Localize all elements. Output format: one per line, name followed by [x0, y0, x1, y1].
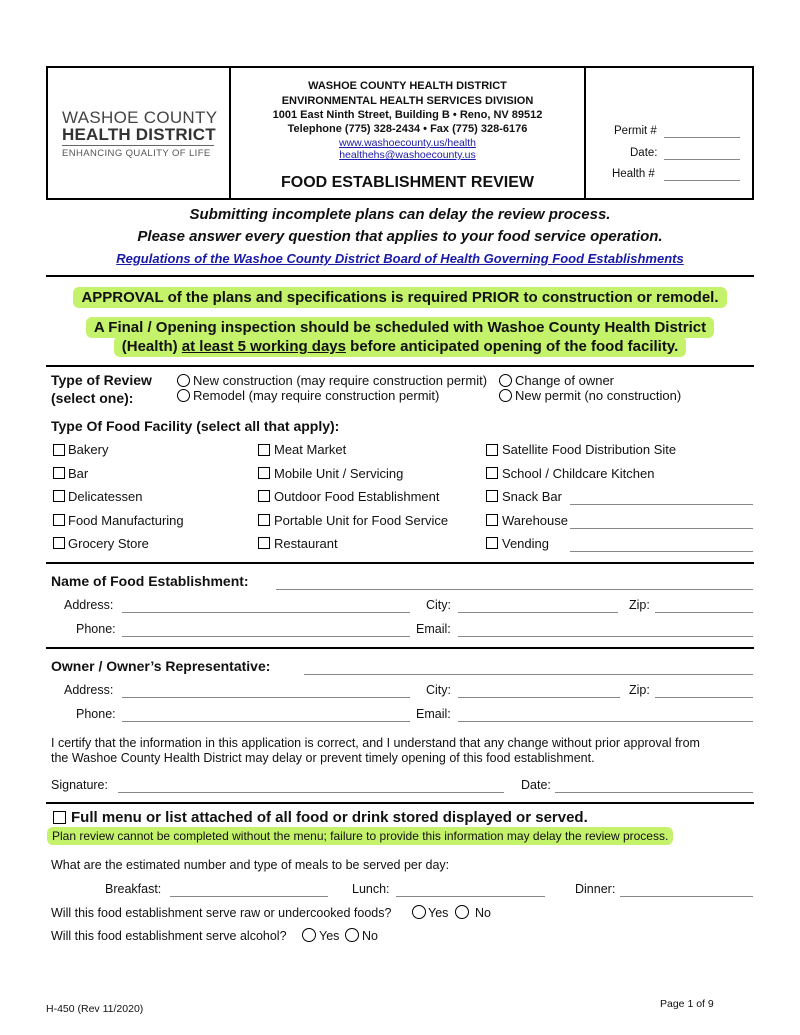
facility-label: Vending — [502, 536, 549, 551]
radio-alcohol-no[interactable] — [345, 928, 359, 942]
radio-new-permit[interactable] — [499, 389, 512, 402]
dinner-label: Dinner: — [575, 882, 616, 896]
city-label: City: — [426, 598, 451, 612]
header-box — [46, 66, 754, 200]
certification-text — [51, 736, 756, 766]
breakfast-label: Breakfast: — [105, 882, 162, 896]
menu-note-wrap — [47, 829, 673, 843]
final-notice-line1: A Final / Opening inspection should be scheduled with Washoe County Health District — [86, 317, 714, 338]
logo-line1: WASHOE COUNTY — [62, 108, 218, 127]
establishment-zip-field[interactable] — [655, 612, 753, 613]
divider — [46, 802, 754, 804]
zip-label: Zip: — [629, 683, 650, 697]
permit-field[interactable] — [664, 137, 740, 138]
breakfast-field[interactable] — [170, 896, 328, 897]
owner-address-field[interactable] — [122, 697, 410, 698]
org-phone: Telephone (775) 328-2434 • Fax (775) 328-6176 — [287, 123, 528, 135]
logo-tagline: ENHANCING QUALITY OF LIFE — [62, 145, 214, 159]
review-type-label1: Type of Review — [51, 372, 152, 388]
new-permit-label: New permit (no construction) — [515, 388, 682, 403]
org-address: 1001 East Ninth Street, Building B • Reno, NV 89512 — [272, 109, 543, 121]
radio-remodel[interactable] — [177, 389, 190, 402]
phone-label: Phone: — [76, 622, 116, 636]
final-notice-line2 — [114, 336, 686, 357]
certify-line2: the Washoe County Health District may delay or prevent timely opening of this food establishment. — [51, 751, 595, 765]
address-label: Address: — [64, 598, 114, 612]
warehouse-other-field[interactable] — [570, 528, 753, 529]
owner-name-field[interactable] — [304, 674, 753, 675]
final-notice-underline: at least 5 working days — [181, 338, 346, 355]
raw-yes-label: Yes — [428, 906, 449, 920]
org-line2: ENVIRONMENTAL HEALTH SERVICES DIVISION — [281, 95, 534, 107]
final-notice-pre: (Health) — [121, 338, 182, 355]
logo-line2: HEALTH DISTRICT — [62, 125, 216, 144]
final-inspection-notice — [0, 318, 800, 356]
owner-heading: Owner / Owner’s Representative: — [51, 658, 271, 674]
address-label: Address: — [64, 683, 114, 697]
facility-label: Delicatessen — [68, 489, 143, 504]
alcohol-no-label: No — [362, 929, 378, 943]
radio-new-construction[interactable] — [177, 374, 190, 387]
email-label: Email: — [416, 707, 451, 721]
facility-heading: Type Of Food Facility (select all that apply): — [51, 418, 340, 434]
email-label: Email: — [416, 622, 451, 636]
logo-cell — [48, 68, 231, 198]
final-notice-post: before anticipated opening of the food facility. — [346, 338, 679, 355]
facility-label: Bar — [68, 466, 89, 481]
facility-label: Snack Bar — [502, 489, 562, 504]
establishment-email-field[interactable] — [458, 636, 753, 637]
approval-notice: APPROVAL of the plans and specifications is required PRIOR to construction or remodel. — [73, 287, 726, 308]
signature-label: Signature: — [51, 778, 108, 792]
checkbox-snack-bar[interactable] — [486, 490, 498, 502]
checkbox-portable-unit[interactable] — [258, 514, 270, 526]
raw-no-label: No — [475, 906, 491, 920]
divider — [46, 647, 754, 649]
checkbox-delicatessen[interactable] — [53, 490, 65, 502]
city-label: City: — [426, 683, 451, 697]
email-link[interactable]: healthehs@washoecounty.us — [339, 149, 476, 161]
owner-zip-field[interactable] — [655, 697, 753, 698]
facility-label: Restaurant — [274, 536, 338, 551]
vending-other-field[interactable] — [570, 551, 753, 552]
checkbox-school-kitchen[interactable] — [486, 467, 498, 479]
lunch-label: Lunch: — [352, 882, 390, 896]
regulations-link[interactable]: Regulations of the Washoe County District Board of Health Governing Food Establishments — [116, 251, 684, 266]
health-label: Health # — [612, 168, 655, 180]
org-info-cell — [231, 68, 586, 198]
review-type-label2: (select one): — [51, 390, 134, 406]
checkbox-food-manufacturing[interactable] — [53, 514, 65, 526]
form-title: FOOD ESTABLISHMENT REVIEW — [280, 174, 535, 191]
website-link[interactable]: www.washoecounty.us/health — [339, 137, 476, 149]
radio-alcohol-yes[interactable] — [302, 928, 316, 942]
checkbox-mobile-unit[interactable] — [258, 467, 270, 479]
facility-label: Warehouse — [502, 513, 568, 528]
checkbox-outdoor-food[interactable] — [258, 490, 270, 502]
notice-line2: Please answer every question that applies to your food service operation. — [137, 228, 663, 245]
checkbox-warehouse[interactable] — [486, 514, 498, 526]
facility-label: Satellite Food Distribution Site — [502, 442, 677, 457]
facility-label: Grocery Store — [68, 536, 149, 551]
signature-field[interactable] — [118, 792, 504, 793]
establishment-heading: Name of Food Establishment: — [51, 573, 249, 589]
owner-city-field[interactable] — [458, 697, 620, 698]
notice-line1: Submitting incomplete plans can delay the review process. — [189, 206, 611, 223]
divider — [46, 275, 754, 277]
facility-label: Bakery — [68, 442, 109, 457]
owner-email-field[interactable] — [458, 721, 753, 722]
alcohol-question: Will this food establishment serve alcohol? — [51, 929, 287, 943]
form-number: H-450 (Rev 11/2020) — [46, 1003, 144, 1015]
snack-bar-other-field[interactable] — [570, 504, 753, 505]
facility-label: Mobile Unit / Servicing — [274, 466, 404, 481]
org-line1: WASHOE COUNTY HEALTH DISTRICT — [308, 80, 507, 92]
checkbox-bakery[interactable] — [53, 444, 65, 456]
facility-label: School / Childcare Kitchen — [502, 466, 655, 481]
zip-label: Zip: — [629, 598, 650, 612]
checkbox-grocery-store[interactable] — [53, 537, 65, 549]
date-label: Date: — [630, 147, 658, 159]
permit-label: Permit # — [614, 125, 657, 137]
divider — [46, 365, 754, 367]
establishment-city-field[interactable] — [458, 612, 618, 613]
menu-heading: Full menu or list attached of all food or drink stored displayed or served. — [71, 809, 588, 826]
change-owner-label: Change of owner — [515, 373, 615, 388]
owner-phone-field[interactable] — [122, 721, 410, 722]
checkbox-bar[interactable] — [53, 467, 65, 479]
radio-change-of-owner[interactable] — [499, 374, 512, 387]
menu-note: Plan review cannot be completed without the menu; failure to provide this information may delay the review process. — [47, 827, 673, 845]
date-field[interactable] — [664, 159, 740, 160]
lunch-field[interactable] — [396, 896, 545, 897]
new-construction-label: New construction (may require construction permit) — [193, 373, 488, 388]
checkbox-vending[interactable] — [486, 537, 498, 549]
facility-label: Food Manufacturing — [68, 513, 184, 528]
checkbox-meat-market[interactable] — [258, 444, 270, 456]
health-field[interactable] — [664, 180, 740, 181]
meals-question: What are the estimated number and type of meals to be served per day: — [51, 858, 450, 872]
establishment-name-field[interactable] — [276, 589, 753, 590]
page-number: Page 1 of 9 — [660, 998, 714, 1010]
raw-food-question: Will this food establishment serve raw or undercooked foods? — [51, 906, 392, 920]
certify-line1: I certify that the information in this application is correct, and I understand that any change without prior approval from — [51, 736, 700, 750]
checkbox-menu-attached[interactable] — [53, 811, 66, 824]
remodel-label: Remodel (may require construction permit) — [193, 388, 440, 403]
phone-label: Phone: — [76, 707, 116, 721]
radio-raw-no[interactable] — [455, 905, 469, 919]
facility-label: Meat Market — [274, 442, 347, 457]
alcohol-yes-label: Yes — [319, 929, 340, 943]
office-use-cell — [586, 68, 752, 198]
date-label: Date: — [521, 778, 551, 792]
divider — [46, 562, 754, 564]
facility-label: Portable Unit for Food Service — [274, 513, 449, 528]
establishment-phone-field[interactable] — [122, 636, 410, 637]
radio-raw-yes[interactable] — [412, 905, 426, 919]
dinner-field[interactable] — [620, 896, 753, 897]
checkbox-restaurant[interactable] — [258, 537, 270, 549]
facility-label: Outdoor Food Establishment — [274, 489, 440, 504]
checkbox-satellite-food[interactable] — [486, 444, 498, 456]
signature-date-field[interactable] — [555, 792, 753, 793]
establishment-address-field[interactable] — [122, 612, 410, 613]
